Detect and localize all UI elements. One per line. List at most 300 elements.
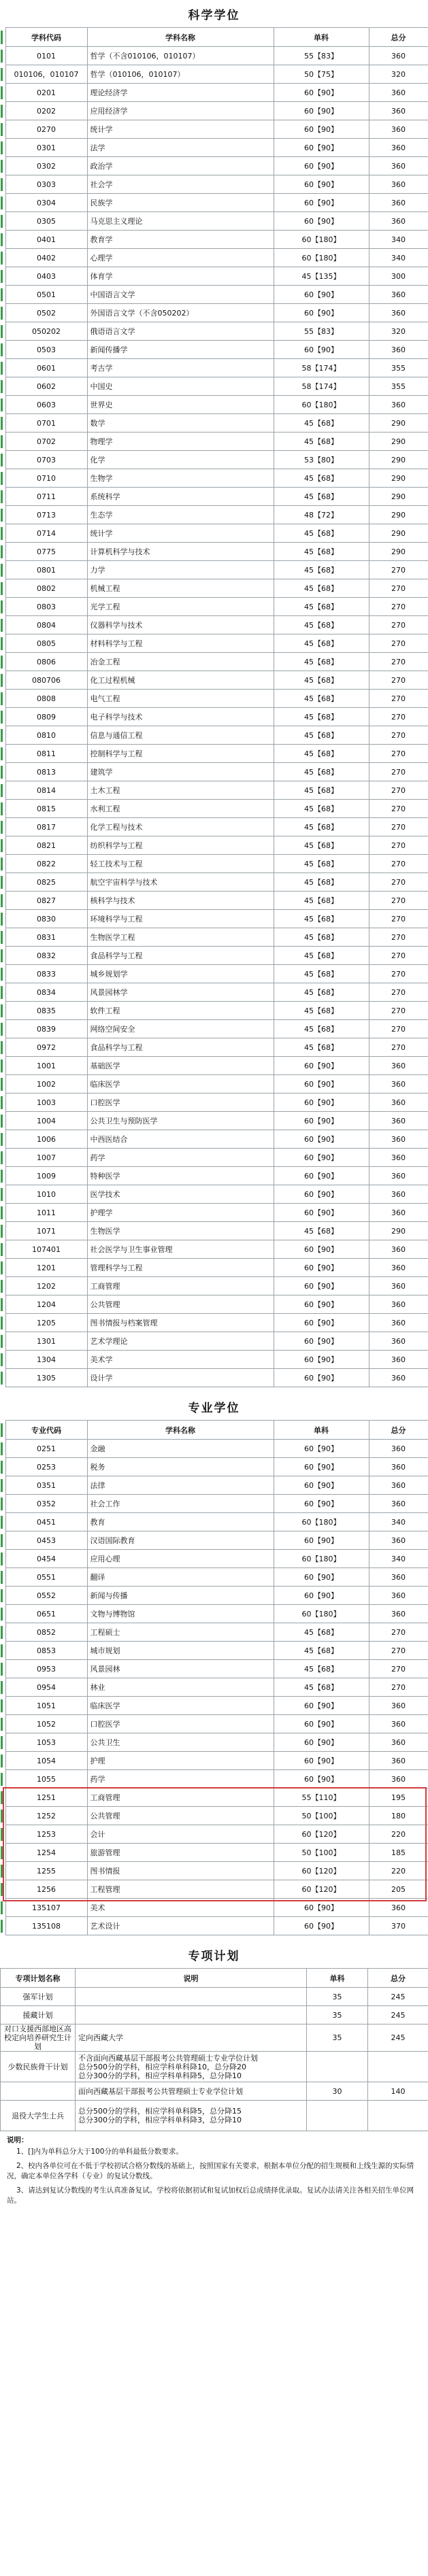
- cell-code: 1009: [5, 1167, 87, 1185]
- table-row: [0, 414, 428, 433]
- cell-name: 工商管理: [87, 1277, 274, 1295]
- cell-total: 270: [369, 634, 428, 653]
- table-row: [1, 2101, 428, 2131]
- cell-code: 0503: [5, 341, 87, 359]
- cell-plan: 对口支援西部地区高校定向培养研究生计划: [1, 2024, 76, 2052]
- table-row: [0, 1094, 428, 1112]
- cell-single: 45【68】: [274, 1002, 369, 1020]
- row-marker: [0, 1623, 5, 1642]
- table-row: [0, 543, 428, 561]
- table-row: [0, 359, 428, 377]
- table-row: [0, 1185, 428, 1204]
- row-marker: [0, 194, 5, 212]
- cell-code: 0803: [5, 598, 87, 616]
- cell-code: 0852: [5, 1623, 87, 1642]
- cell-total: 270: [369, 671, 428, 690]
- cell-code: 135107: [5, 1899, 87, 1917]
- cell-name: 中西医结合: [87, 1130, 274, 1149]
- table-row: [0, 561, 428, 579]
- header-single: 单科: [274, 1421, 369, 1440]
- cell-code: 0253: [5, 1458, 87, 1476]
- table-row: [0, 1369, 428, 1387]
- cell-total: 355: [369, 377, 428, 396]
- cell-name: 化工过程机械: [87, 671, 274, 690]
- cell-single: 45【68】: [274, 708, 369, 726]
- cell-code: 0711: [5, 488, 87, 506]
- cell-single: 60【120】: [274, 1862, 369, 1880]
- row-marker: [0, 1259, 5, 1277]
- cell-code: 0703: [5, 451, 87, 469]
- cell-code: 0775: [5, 543, 87, 561]
- row-marker: [0, 1277, 5, 1295]
- cell-single: 60【90】: [274, 304, 369, 322]
- cell-total: 360: [369, 1185, 428, 1204]
- cell-total: [368, 2101, 428, 2131]
- table-row: [0, 1605, 428, 1623]
- cell-code: 0713: [5, 506, 87, 524]
- row-marker: [0, 1351, 5, 1369]
- cell-single: 45【68】: [274, 745, 369, 763]
- cell-single: 60【90】: [274, 1568, 369, 1587]
- cell-name: 美术学: [87, 1351, 274, 1369]
- row-marker: [0, 1222, 5, 1240]
- table-row: [0, 910, 428, 928]
- table-row: [0, 1660, 428, 1678]
- row-marker: [0, 1697, 5, 1715]
- cell-name: 临床医学: [87, 1075, 274, 1094]
- row-marker: [0, 1733, 5, 1752]
- special-body: [1, 1988, 428, 2131]
- cell-name: 翻译: [87, 1568, 274, 1587]
- row-marker: [0, 414, 5, 433]
- row-marker: [0, 947, 5, 965]
- cell-code: 0806: [5, 653, 87, 671]
- cell-code: 0835: [5, 1002, 87, 1020]
- professional-body: [0, 1440, 428, 1935]
- header-single: 单科: [307, 1969, 368, 1988]
- cell-code: 1305: [5, 1369, 87, 1387]
- cell-name: 仪器科学与技术: [87, 616, 274, 634]
- cell-name: 建筑学: [87, 763, 274, 781]
- cell-total: 360: [369, 1295, 428, 1314]
- cell-single: 60【180】: [274, 1550, 369, 1568]
- row-marker: [0, 396, 5, 414]
- table-row: [0, 983, 428, 1002]
- cell-total: 270: [369, 579, 428, 598]
- table-row: [0, 598, 428, 616]
- cell-total: 340: [369, 1550, 428, 1568]
- cell-single: 60【120】: [274, 1825, 369, 1844]
- cell-single: 50【100】: [274, 1844, 369, 1862]
- cell-total: 360: [369, 212, 428, 231]
- table-row: [0, 451, 428, 469]
- table-row: [0, 102, 428, 120]
- table-row: [0, 1678, 428, 1697]
- cell-total: 360: [369, 1531, 428, 1550]
- cell-code: 0954: [5, 1678, 87, 1697]
- row-marker: [0, 1295, 5, 1314]
- row-marker: [0, 139, 5, 157]
- special-section-title: 专项计划: [188, 1949, 240, 1963]
- cell-name: 轻工技术与工程: [87, 855, 274, 873]
- cell-code: 0815: [5, 800, 87, 818]
- cell-name: 工程硕士: [87, 1623, 274, 1642]
- cell-name: 艺术设计: [87, 1917, 274, 1935]
- cell-single: 60【90】: [274, 1259, 369, 1277]
- cell-single: 45【68】: [274, 469, 369, 488]
- cell-name: 税务: [87, 1458, 274, 1476]
- cell-total: 360: [369, 1094, 428, 1112]
- cell-single: 30: [307, 2082, 368, 2101]
- table-row: [0, 1789, 428, 1807]
- table-row: [0, 873, 428, 892]
- cell-total: 270: [369, 910, 428, 928]
- table-row: [0, 231, 428, 249]
- table-row: [0, 1862, 428, 1880]
- cell-code: 1002: [5, 1075, 87, 1094]
- cell-total: 270: [369, 763, 428, 781]
- cell-single: 45【135】: [274, 267, 369, 286]
- table-row: [0, 341, 428, 359]
- cell-single: 60【90】: [274, 1240, 369, 1259]
- row-marker: [0, 1807, 5, 1825]
- cell-single: 45【68】: [274, 928, 369, 947]
- row-marker: [0, 1660, 5, 1678]
- table-row: [0, 267, 428, 286]
- cell-total: 360: [369, 1130, 428, 1149]
- row-marker: [0, 1112, 5, 1130]
- cell-single: 60【90】: [274, 139, 369, 157]
- cell-plan: 少数民族骨干计划: [1, 2052, 76, 2082]
- cell-name: 电子科学与技术: [87, 708, 274, 726]
- cell-single: 45【68】: [274, 781, 369, 800]
- cell-total: 270: [369, 781, 428, 800]
- cell-single: 60【90】: [274, 175, 369, 194]
- cell-total: 360: [369, 1057, 428, 1075]
- cell-single: 45【68】: [274, 1678, 369, 1697]
- special-table: [0, 1968, 428, 2131]
- table-row: [0, 1222, 428, 1240]
- table-row: [0, 1002, 428, 1020]
- cell-single: 60【90】: [274, 120, 369, 139]
- cell-desc: [76, 1988, 307, 2006]
- cell-desc: 定向西藏大学: [76, 2024, 307, 2052]
- table-row: [0, 634, 428, 653]
- row-marker: [0, 1458, 5, 1476]
- table-row: [0, 1550, 428, 1568]
- cell-name: 林业: [87, 1678, 274, 1697]
- cell-name: 网络空间安全: [87, 1020, 274, 1038]
- cell-total: 245: [368, 2024, 428, 2052]
- cell-single: 60【90】: [274, 1752, 369, 1770]
- table-row: [1, 2082, 428, 2101]
- cell-total: 270: [369, 1002, 428, 1020]
- cell-total: 360: [369, 1733, 428, 1752]
- cell-single: 60【90】: [274, 1495, 369, 1513]
- cell-code: 0305: [5, 212, 87, 231]
- table-row: [0, 1495, 428, 1513]
- table-row: [0, 1057, 428, 1075]
- cell-code: 0603: [5, 396, 87, 414]
- cell-name: 水利工程: [87, 800, 274, 818]
- cell-code: 1001: [5, 1057, 87, 1075]
- cell-code: 1304: [5, 1351, 87, 1369]
- cell-name: 基础医学: [87, 1057, 274, 1075]
- cell-single: 60【90】: [274, 1458, 369, 1476]
- table-row: [0, 1020, 428, 1038]
- cell-single: 45【68】: [274, 543, 369, 561]
- cell-single: 45【68】: [274, 579, 369, 598]
- cell-name: 民族学: [87, 194, 274, 212]
- cell-code: 1055: [5, 1770, 87, 1789]
- cell-name: 公共管理: [87, 1295, 274, 1314]
- cell-code: 1202: [5, 1277, 87, 1295]
- cell-name: 软件工程: [87, 1002, 274, 1020]
- row-marker: [0, 433, 5, 451]
- cell-name: 艺术学理论: [87, 1332, 274, 1351]
- cell-single: 60【90】: [274, 1440, 369, 1458]
- cell-total: 270: [369, 653, 428, 671]
- cell-code: 1006: [5, 1130, 87, 1149]
- table-row: [0, 1204, 428, 1222]
- cell-name: 冶金工程: [87, 653, 274, 671]
- cell-name: 社会学: [87, 175, 274, 194]
- cell-code: 0201: [5, 84, 87, 102]
- cell-single: 60【90】: [274, 1314, 369, 1332]
- cell-total: 360: [369, 341, 428, 359]
- cell-code: 0302: [5, 157, 87, 175]
- cell-name: 生物医学: [87, 1222, 274, 1240]
- table-row: [0, 377, 428, 396]
- cell-single: 35: [307, 2024, 368, 2052]
- row-marker: [0, 690, 5, 708]
- row-marker: [0, 1149, 5, 1167]
- row-marker: [0, 1568, 5, 1587]
- cell-total: 360: [369, 1458, 428, 1476]
- cell-code: 135108: [5, 1917, 87, 1935]
- row-marker: [0, 65, 5, 84]
- cell-single: 60【90】: [274, 1057, 369, 1075]
- table-row: [0, 690, 428, 708]
- cell-name: 马克思主义理论: [87, 212, 274, 231]
- cell-code: 0810: [5, 726, 87, 745]
- cell-total: 360: [369, 157, 428, 175]
- cell-total: 270: [369, 855, 428, 873]
- cell-code: 0827: [5, 892, 87, 910]
- row-marker: [0, 1642, 5, 1660]
- row-marker: [0, 1917, 5, 1935]
- academic-table: [0, 27, 428, 1387]
- row-marker: [0, 1440, 5, 1458]
- cell-total: [368, 2052, 428, 2082]
- cell-total: 360: [369, 1075, 428, 1094]
- cell-name: 新闻传播学: [87, 341, 274, 359]
- row-marker: [0, 451, 5, 469]
- cell-name: 公共卫生与预防医学: [87, 1112, 274, 1130]
- table-row: [0, 1240, 428, 1259]
- row-marker: [0, 1770, 5, 1789]
- cell-total: 360: [369, 102, 428, 120]
- cell-code: 0831: [5, 928, 87, 947]
- cell-single: 60【90】: [274, 157, 369, 175]
- cell-single: 60【90】: [274, 1351, 369, 1369]
- cell-name: 体育学: [87, 267, 274, 286]
- cell-name: 文物与博物馆: [87, 1605, 274, 1623]
- row-marker: [0, 653, 5, 671]
- table-row: [0, 65, 428, 84]
- table-row: [0, 84, 428, 102]
- table-row: [0, 506, 428, 524]
- cell-total: 360: [369, 1369, 428, 1387]
- cell-name: 金融: [87, 1440, 274, 1458]
- cell-single: 45【68】: [274, 1222, 369, 1240]
- cell-single: 60【90】: [274, 1149, 369, 1167]
- cell-total: 320: [369, 322, 428, 341]
- table-row: [1, 2052, 428, 2082]
- cell-total: 270: [369, 836, 428, 855]
- cell-total: 270: [369, 1038, 428, 1057]
- cell-total: 360: [369, 1697, 428, 1715]
- cell-desc: [76, 2006, 307, 2024]
- cell-name: 药学: [87, 1770, 274, 1789]
- cell-single: 45【68】: [274, 800, 369, 818]
- cell-total: 290: [369, 543, 428, 561]
- cell-code: 0101: [5, 47, 87, 65]
- cell-plan: [1, 2082, 76, 2101]
- cell-single: 58【174】: [274, 359, 369, 377]
- cell-name: 食品科学与工程: [87, 1038, 274, 1057]
- cell-total: 245: [368, 1988, 428, 2006]
- row-marker: [0, 634, 5, 653]
- row-marker: [0, 1369, 5, 1387]
- cell-name: 航空宇宙科学与技术: [87, 873, 274, 892]
- cell-code: 1251: [5, 1789, 87, 1807]
- cell-total: 290: [369, 414, 428, 433]
- special-header-row: [1, 1969, 428, 1988]
- cell-code: 0602: [5, 377, 87, 396]
- cell-single: 55【83】: [274, 47, 369, 65]
- cell-code: 0702: [5, 433, 87, 451]
- row-marker: [0, 598, 5, 616]
- cell-total: 360: [369, 84, 428, 102]
- table-row: [0, 708, 428, 726]
- row-marker: [0, 1825, 5, 1844]
- cell-single: 60【90】: [274, 1075, 369, 1094]
- row-marker: [0, 1314, 5, 1332]
- cell-total: 270: [369, 983, 428, 1002]
- cell-code: 0710: [5, 469, 87, 488]
- cell-code: 1205: [5, 1314, 87, 1332]
- cell-code: 010106，010107: [5, 65, 87, 84]
- cell-single: 60【180】: [274, 249, 369, 267]
- cell-name: 工程管理: [87, 1880, 274, 1899]
- notes-header: 说明：: [7, 2136, 29, 2144]
- cell-name: 设计学: [87, 1369, 274, 1387]
- table-row: [0, 1476, 428, 1495]
- cell-desc: 不含面向西藏基层干部报考公共管理硕士专业学位计划 总分500分的学科，相应学科单科降10，总分降20 总分300分的学科，相应学科单科降5，总分降10: [76, 2052, 307, 2082]
- cell-single: [307, 2101, 368, 2131]
- cell-desc: 面向西藏基层干部报考公共管理硕士专业学位计划: [76, 2082, 307, 2101]
- cell-name: 风景园林学: [87, 983, 274, 1002]
- cell-total: 360: [369, 1495, 428, 1513]
- cell-name: 教育: [87, 1513, 274, 1531]
- table-row: [0, 286, 428, 304]
- cell-code: 0352: [5, 1495, 87, 1513]
- cell-name: 药学: [87, 1149, 274, 1167]
- cell-name: 公共卫生: [87, 1733, 274, 1752]
- row-marker: [0, 1476, 5, 1495]
- cell-code: 0304: [5, 194, 87, 212]
- cell-code: 1051: [5, 1697, 87, 1715]
- table-row: [0, 1752, 428, 1770]
- cell-single: 45【68】: [274, 1623, 369, 1642]
- row-marker: [0, 928, 5, 947]
- table-row: [0, 1844, 428, 1862]
- row-marker: [0, 1587, 5, 1605]
- cell-code: 1256: [5, 1880, 87, 1899]
- cell-single: 35: [307, 1988, 368, 2006]
- row-marker: [0, 800, 5, 818]
- table-row: [0, 1458, 428, 1476]
- cell-code: 0825: [5, 873, 87, 892]
- note-2: 2、校内各单位可在不低于学校初试合格分数线的基础上，按照国家有关要求，根据本单位分配的招生规模和上线生源的实际情况，确定本单位各学科（专业）的复试分数线。: [7, 2162, 414, 2180]
- table-row: [0, 1259, 428, 1277]
- cell-total: 270: [369, 1660, 428, 1678]
- cell-single: 60【90】: [274, 1094, 369, 1112]
- table-row: [0, 671, 428, 690]
- cell-code: 1255: [5, 1862, 87, 1880]
- cell-code: 1054: [5, 1752, 87, 1770]
- cell-single: 45【68】: [274, 965, 369, 983]
- cell-single: 45【68】: [274, 1020, 369, 1038]
- cell-total: 360: [369, 1314, 428, 1332]
- cell-code: 0403: [5, 267, 87, 286]
- cell-total: 270: [369, 1020, 428, 1038]
- row-marker: [0, 1332, 5, 1351]
- table-row: [0, 1038, 428, 1057]
- table-row: [0, 726, 428, 745]
- cell-name: 理论经济学: [87, 84, 274, 102]
- table-row: [0, 928, 428, 947]
- cell-single: 58【174】: [274, 377, 369, 396]
- table-row: [0, 524, 428, 543]
- cell-single: 60【90】: [274, 1899, 369, 1917]
- cell-total: 360: [369, 120, 428, 139]
- row-marker: [0, 267, 5, 286]
- cell-total: 290: [369, 506, 428, 524]
- cell-total: 360: [369, 1167, 428, 1185]
- cell-single: 45【68】: [274, 947, 369, 965]
- table-row: [0, 836, 428, 855]
- cell-code: 0811: [5, 745, 87, 763]
- cell-single: 60【90】: [274, 1167, 369, 1185]
- row-marker: [0, 1862, 5, 1880]
- table-row: [1, 2006, 428, 2024]
- table-row: [0, 616, 428, 634]
- cell-name: 土木工程: [87, 781, 274, 800]
- cell-total: 340: [369, 249, 428, 267]
- cell-single: 45【68】: [274, 1642, 369, 1660]
- cell-name: 数学: [87, 414, 274, 433]
- cell-code: 1003: [5, 1094, 87, 1112]
- cell-single: 60【90】: [274, 1476, 369, 1495]
- table-row: [0, 175, 428, 194]
- cell-single: 60【90】: [274, 1369, 369, 1387]
- row-marker: [0, 1880, 5, 1899]
- cell-total: 360: [369, 1149, 428, 1167]
- cell-name: 法律: [87, 1476, 274, 1495]
- cell-code: 1052: [5, 1715, 87, 1733]
